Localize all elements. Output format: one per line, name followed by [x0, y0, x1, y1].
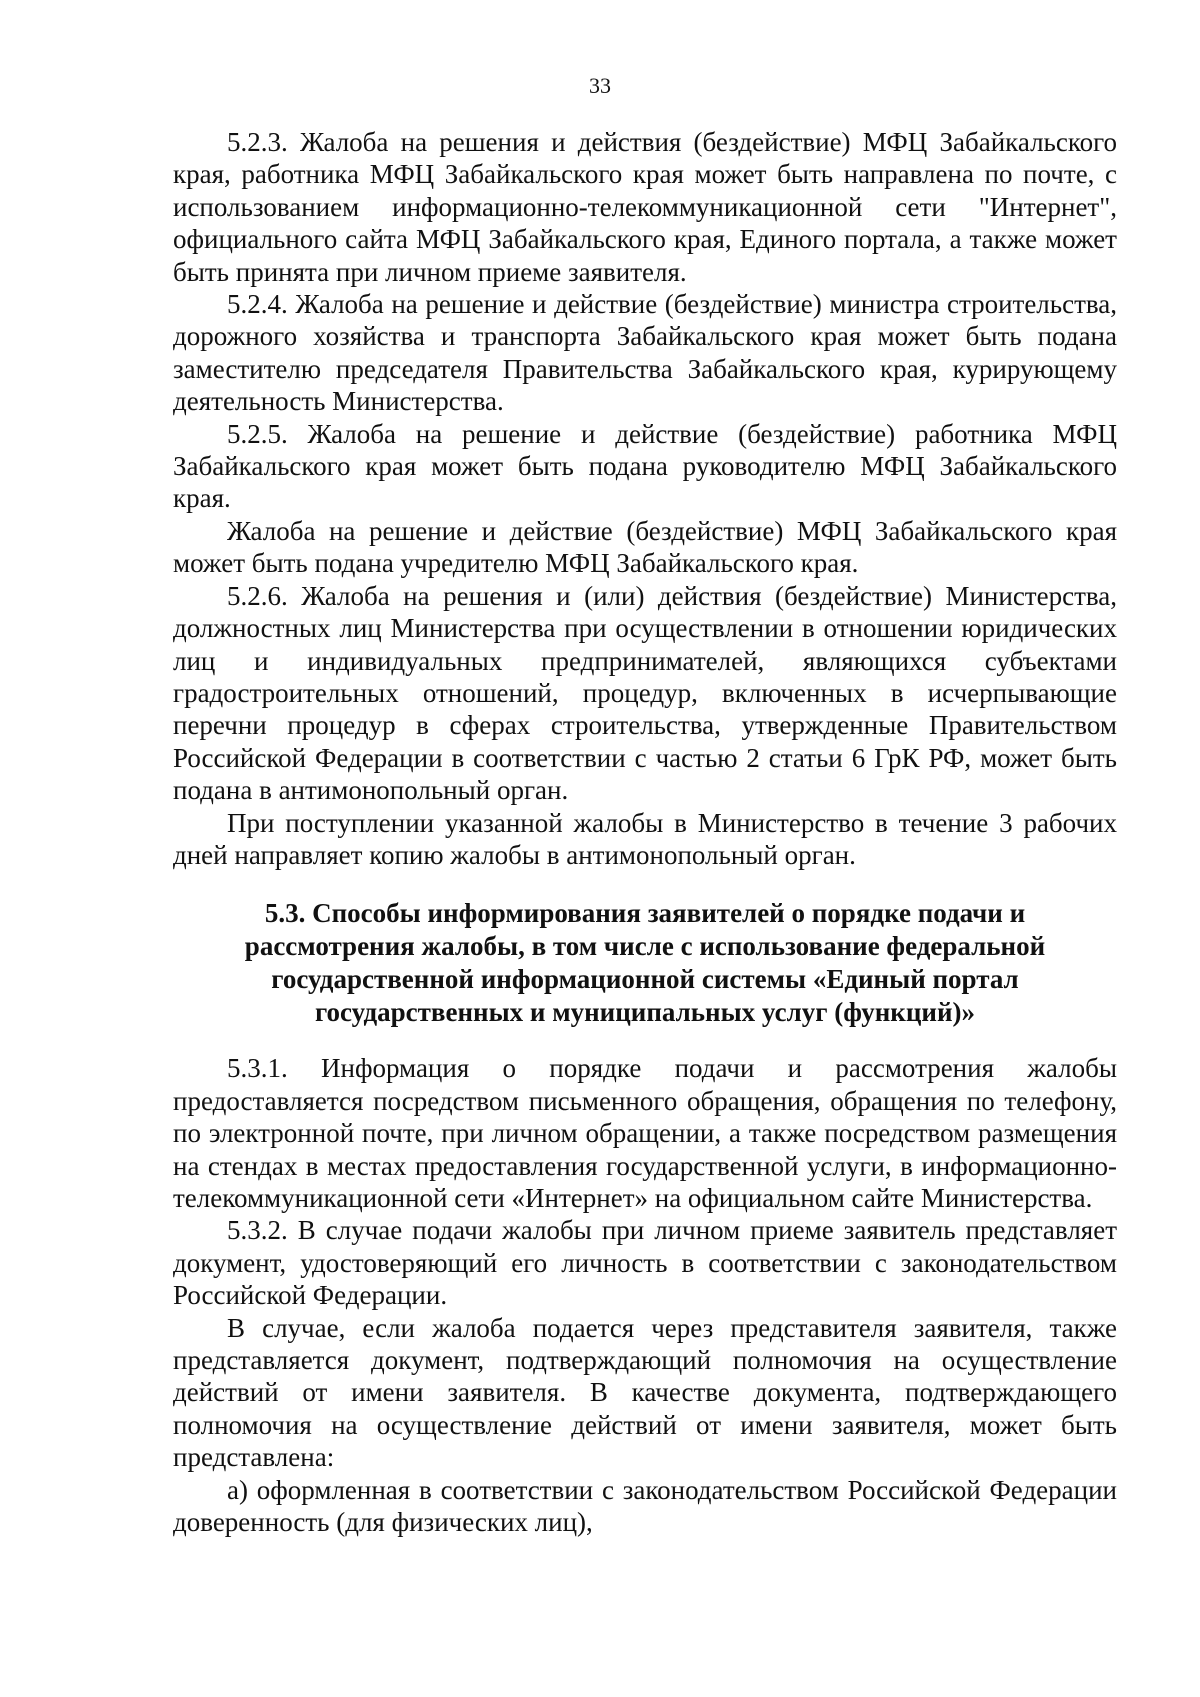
paragraph-representative: В случае, если жалоба подается через представителя заявителя, также представляется документ, подтверждающий полномочия на осуществление действий от имени заявителя. В качестве документа, подтверждающего полномочия на осуществление действий от имени заявителя, может быть представлена: — [173, 1312, 1117, 1473]
page-number: 33 — [589, 73, 611, 98]
paragraph-5-2-6: 5.2.6. Жалоба на решения и (или) действия (бездействие) Министерства, должностных лиц Министерства при осуществлении в отношении юридических лиц и индивидуальных предпринимателей, являющихся субъектами градостроительных отношений, процедур, включенных в исчерпывающие перечни процедур в сферах строительства, утвержденные Правительством Российской Федерации в соответствии с частью 2 статьи 6 ГрК РФ, может быть подана в антимонопольный орган. — [173, 580, 1117, 806]
paragraph-5-2-4: 5.2.4. Жалоба на решение и действие (бездействие) министра строительства, дорожного хозяйства и транспорта Забайкальского края может быть подана заместителю председателя Правительства Забайкальского края, курирующему деятельность Министерства. — [173, 289, 1117, 417]
paragraph-5-2-5: 5.2.5. Жалоба на решение и действие (бездействие) работника МФЦ Забайкальского края может быть подана руководителю МФЦ Забайкальского края. — [173, 418, 1117, 514]
paragraph-mfc-founder: Жалоба на решение и действие (бездействие) МФЦ Забайкальского края может быть подана учредителю МФЦ Забайкальского края. — [173, 515, 1117, 579]
paragraph-5-2-3: 5.2.3. Жалоба на решения и действия (бездействие) МФЦ Забайкальского края, работника МФЦ Забайкальского края может быть направлена по почте, с использованием информационно-телекоммуникационной сети "Интернет", официального сайта МФЦ Забайкальского края, Единого портала, а также может быть принята при личном приеме заявителя. — [173, 127, 1117, 287]
paragraph-antimonopoly-copy: При поступлении указанной жалобы в Министерство в течение 3 рабочих дней направляет копию жалобы в антимонопольный орган. — [173, 807, 1117, 870]
document-body — [173, 126, 1117, 1538]
paragraph-5-3-2: 5.3.2. В случае подачи жалобы при личном приеме заявитель представляет документ, удостоверяющий его личность в соответствии с законодательством Российской Федерации. — [173, 1215, 1117, 1311]
paragraph-5-3-1: 5.3.1. Информация о порядке подачи и рассмотрения жалобы предоставляется посредством письменного обращения, обращения по телефону, по электронной почте, при личном обращении, а также посредством размещения на стендах в местах предоставления государственной услуги, в информационно-телекоммуникационной сети «Интернет» на официальном сайте Министерства. — [173, 1053, 1117, 1213]
paragraph-item-a: а) оформленная в соответствии с законодательством Российской Федерации доверенность (для физических лиц), — [173, 1474, 1117, 1538]
section-heading-5-3: 5.3. Способы информирования заявителей о порядке подачи и рассмотрения жалобы, в том числе с использование федеральной государственной информационной системы «Единый портал государственных и муниципальных услуг (функций)» — [244, 898, 1046, 1028]
